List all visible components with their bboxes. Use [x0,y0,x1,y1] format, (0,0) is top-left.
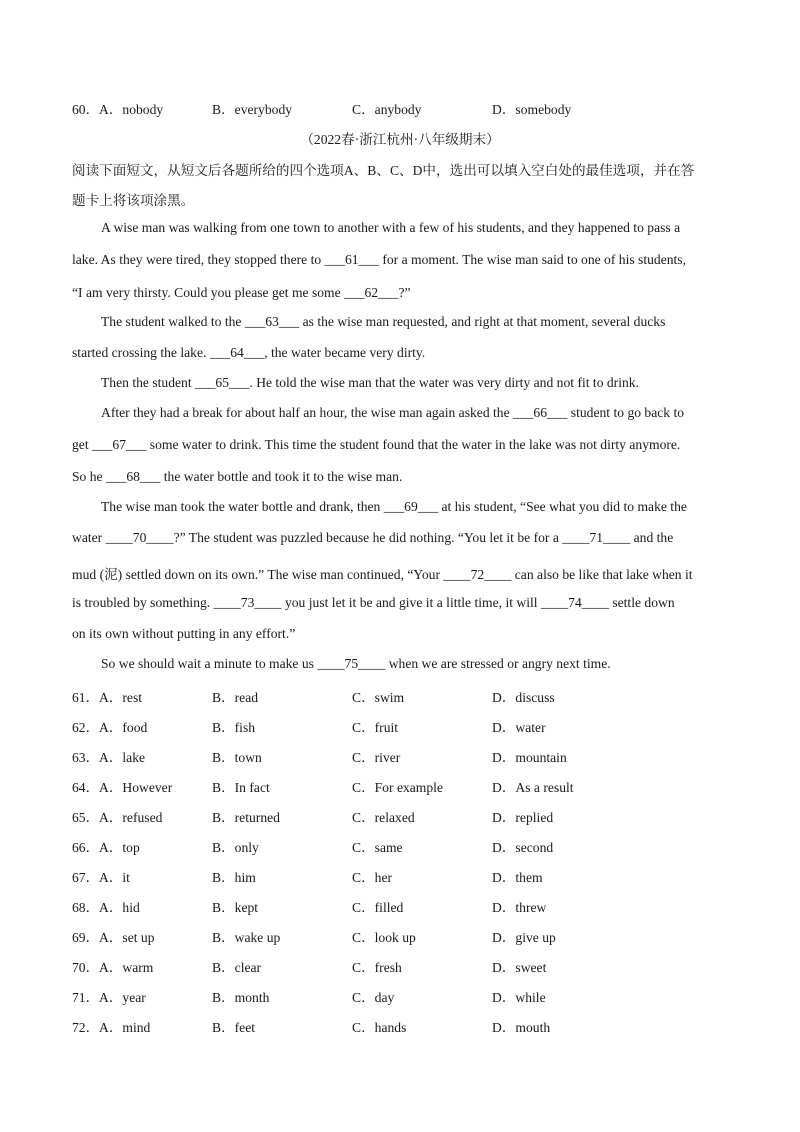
question-number: 71． [72,990,100,1005]
passage-text: and the [630,530,674,545]
question-number: 68． [72,900,100,915]
option-d: D．mouth [492,1020,551,1035]
option-b: B．returned [212,810,280,825]
passage-line [72,469,402,485]
option-b: B．only [212,840,259,855]
passage-text: So he [72,469,106,484]
option-c: C．same [352,840,403,855]
passage-text: for a moment. The wise man said to one of his students, [378,252,686,267]
passage-text: After they had a break for about half an hour, the wise man again asked the [101,405,514,420]
passage-text: , the water became very dirty. [264,345,426,360]
option-b: B．feet [212,1020,256,1035]
passage-line [72,595,675,611]
question-number: 64． [72,780,100,795]
option-c: C．For example [352,780,443,795]
option-a: A．top [99,840,140,855]
passage-text: at his student, “See what you did to make the [438,499,687,514]
passage-line [72,563,693,583]
blank-69: ___69___ [383,499,439,514]
option-c: C．look up [352,930,416,945]
passage-line [101,375,639,391]
passage-text: as the wise man requested, and right at that moment, several ducks [299,314,666,329]
option-d: D．discuss [492,690,555,705]
passage-text: when we are stressed or angry next time. [385,656,611,671]
question-number: 62． [72,720,100,735]
question-number: 65． [72,810,100,825]
question-number: 69． [72,930,100,945]
option-d: D．give up [492,930,556,945]
option-d: D．As a result [492,780,574,795]
passage-text: So we should wait a minute to make us [101,656,318,671]
option-a: A．it [99,870,130,885]
passage-text: the water bottle and took it to the wise man. [160,469,403,484]
passage-line [101,314,665,330]
blank-73: ____73____ [213,595,282,610]
blank-64: ___64___ [209,345,265,360]
option-b: B．wake up [212,930,281,945]
blank-75: ____75____ [317,656,386,671]
option-b: B．clear [212,960,262,975]
option-c: C．filled [352,900,404,915]
passage-text: . He told the wise man that the water was very dirty and not fit to drink. [249,375,639,390]
passage-text: ?” The student was puzzled because he did nothing. “You let it be for a [173,530,563,545]
option-c: C．day [352,990,395,1005]
blank-70: ____70____ [105,530,174,545]
blank-63: ___63___ [244,314,300,329]
option-c: C．fresh [352,960,402,975]
blank-74: ____74____ [540,595,609,610]
option-d: D．somebody [492,102,572,117]
passage-text: started crossing the lake. [72,345,210,360]
question-number: 67． [72,870,100,885]
instructions-line-1: 阅读下面短文，从短文后各题所给的四个选项A、B、C、D中，选出可以填入空白处的最佳选项，并在答 [72,163,695,178]
passage-line [101,405,684,421]
option-d: D．them [492,870,543,885]
passage-line [72,285,411,301]
question-number: 61． [72,690,100,705]
passage-line [72,437,680,453]
option-a: A．warm [99,960,154,975]
option-b: B．everybody [212,102,293,117]
option-b: B．month [212,990,270,1005]
option-c: C．her [352,870,393,885]
passage-line [72,252,686,268]
passage-line: on its own without putting in any effort.” [72,626,296,641]
passage-text: is troubled by something. [72,595,214,610]
option-c: C．swim [352,690,405,705]
option-d: D．sweet [492,960,547,975]
passage-line [101,656,611,672]
passage-text: get [72,437,93,452]
passage-line [72,345,425,361]
option-b: B．fish [212,720,256,735]
blank-68: ___68___ [105,469,161,484]
blank-62: ___62___ [344,285,399,300]
option-b: B．read [212,690,259,705]
option-d: D．second [492,840,554,855]
passage-text: can also be like that lake when it [511,567,693,582]
passage-text: water [72,530,106,545]
blank-66: ___66___ [513,405,568,420]
passage-text: student to go back to [567,405,685,420]
passage-text: “I am very thirsty. Could you please get me some [72,285,345,300]
option-a: A．lake [99,750,146,765]
option-a: A．rest [99,690,143,705]
blank-71: ____71____ [562,530,631,545]
option-c: C．hands [352,1020,407,1035]
passage-line: A wise man was walking from one town to another with a few of his students, and they happened to pass a [101,220,681,235]
passage-line [72,530,673,546]
passage-text: The wise man took the water bottle and drank, then [101,499,384,514]
option-d: D．threw [492,900,547,915]
question-number: 60． [72,102,100,117]
option-b: B．him [212,870,256,885]
option-d: D．while [492,990,546,1005]
option-b: B．In fact [212,780,270,795]
option-a: A．refused [99,810,163,825]
option-d: D．water [492,720,546,735]
question-number: 72． [72,1020,100,1035]
passage-text: The student walked to the [101,314,245,329]
passage-text: Then the student [101,375,196,390]
question-number: 70． [72,960,100,975]
blank-72: ____72____ [443,567,512,582]
blank-67: ___67___ [92,437,147,452]
passage-text: some water to drink. This time the student found that the water in the lake was not dirty anymore. [146,437,681,452]
passage-line [101,499,687,515]
option-a: A．However [99,780,173,795]
passage-text: settle down [608,595,675,610]
passage-text: ?” [398,285,411,300]
option-b: B．town [212,750,262,765]
option-d: D．mountain [492,750,567,765]
option-c: C．relaxed [352,810,415,825]
blank-61: ___61___ [324,252,379,267]
option-c: C．fruit [352,720,399,735]
option-c: C．anybody [352,102,422,117]
option-a: A．year [99,990,146,1005]
option-a: A．food [99,720,148,735]
option-b: B．kept [212,900,259,915]
option-a: A．nobody [99,102,164,117]
option-a: A．set up [99,930,155,945]
instructions-line-2: 题卡上将该项涂黑。 [72,193,195,208]
question-number: 63． [72,750,100,765]
option-a: A．mind [99,1020,151,1035]
option-d: D．replied [492,810,554,825]
option-c: C．river [352,750,401,765]
source-label: （2022春·浙江杭州·八年级期末） [300,132,500,147]
option-a: A．hid [99,900,140,915]
question-number: 66． [72,840,100,855]
passage-text: mud (泥) settled down on its own.” The wise man continued, “Your [72,567,444,582]
passage-text: you just let it be and give it a little time, it will [281,595,541,610]
passage-text: lake. As they were tired, they stopped there to [72,252,325,267]
blank-65: ___65___ [195,375,250,390]
